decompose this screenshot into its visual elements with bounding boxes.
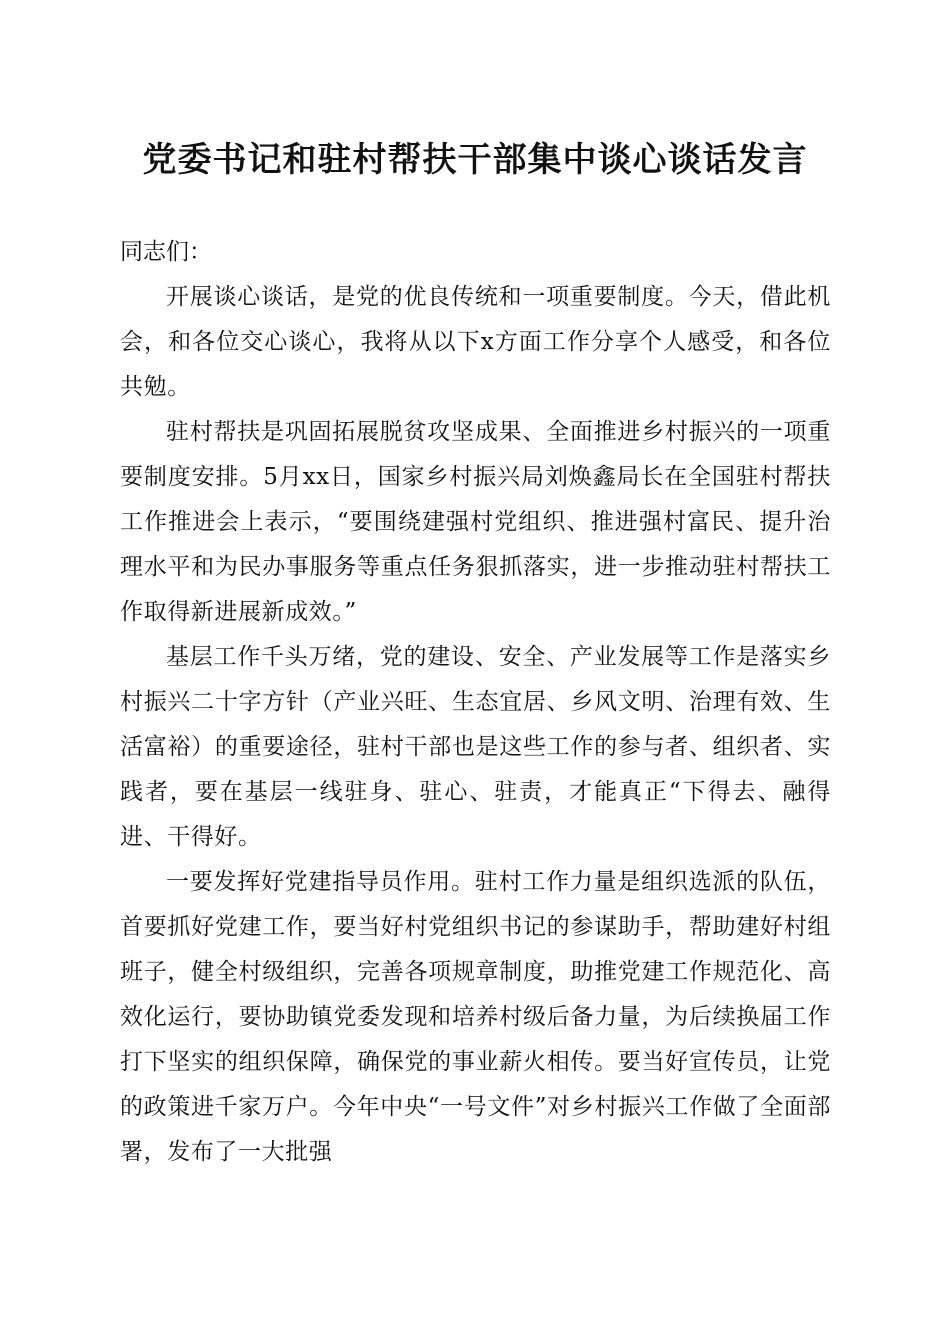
paragraph-grassroots-work: 基层工作千头万绪，党的建设、安全、产业发展等工作是落实乡村振兴二十字方针（产业兴旺、生态宜居、乡风文明、治理有效、生活富裕）的重要途径，驻村干部也是这些工作的参与者、组织者、实践者，要在基层一线驻身、驻心、驻责，才能真正“下得去、融得进、干得好。 [120,644,831,850]
paragraph-village-assistance: 驻村帮扶是巩固拓展脱贫攻坚成果、全面推进乡村振兴的一项重要制度安排。5月xx日，国家乡村振兴局刘焕鑫局长在全国驻村帮扶工作推进会上表示，“要围绕建强村党组织、推进强村富民、提升治理水平和为民办事服务等重点任务狠抓落实，进一步推动驻村帮扶工作取得新进展新成效。” [120,419,831,625]
document-body [120,230,831,1175]
paragraph-party-building: 一要发挥好党建指导员作用。驻村工作力量是组织选派的队伍，首要抓好党建工作，要当好村党组织书记的参谋助手，帮助建好村组班子，健全村级组织，完善各项规章制度，助推党建工作规范化、高效化运行，要协助镇党委发现和培养村级后备力量，为后续换届工作打下坚实的组织保障，确保党的事业薪火相传。要当好宣传员，让党的政策进千家万户。今年中央“一号文件”对乡村振兴工作做了全面部署，发布了一大批强 [120,869,831,1165]
salutation: 同志们： [120,239,212,265]
document-title: 党委书记和驻村帮扶干部集中谈心谈话发言 [142,140,808,180]
paragraph-opening: 开展谈心谈话，是党的优良传统和一项重要制度。今天，借此机会，和各位交心谈心，我将从以下x方面工作分享个人感受，和各位共勉。 [120,284,831,400]
